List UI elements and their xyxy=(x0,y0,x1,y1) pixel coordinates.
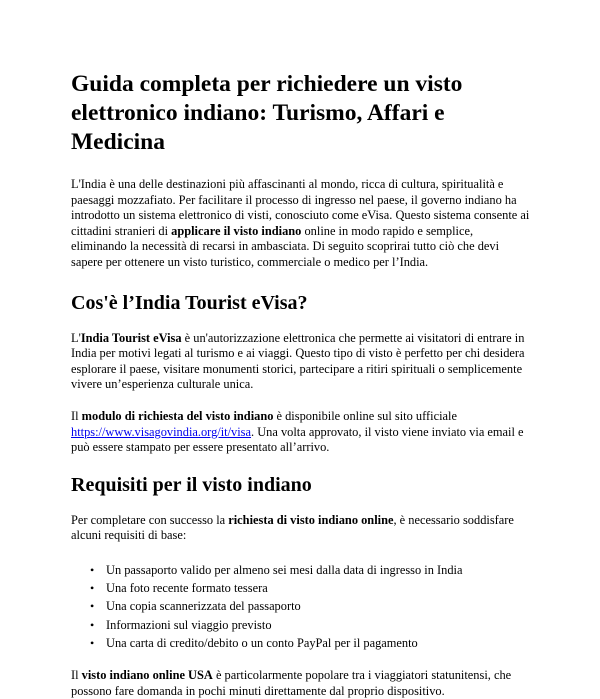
intro-text-2: online in modo rapido e semplice, eliminando la necessità di recarsi in ambasciata. Di seguito scoprirai tutto ciò che devi sapere per ottenere un visto turistico, commerciale o medico per l’India. xyxy=(71,223,500,269)
evisa-bold-1: India Tourist eVisa xyxy=(80,330,182,345)
modulo-text-3: . Una volta approvato, il visto viene inviato via email e può essere stampato per essere presentato all’arrivo. xyxy=(71,424,524,455)
official-site-link[interactable]: https://www.visagovindia.org/it/visa xyxy=(71,424,252,439)
usa-text-2: è particolarmente popolare tra i viaggiatori statunitensi, che possono fare domanda in pochi minuti direttamente dal proprio dispositivo. xyxy=(71,667,512,698)
req-bold-1: richiesta di visto indiano online xyxy=(228,512,394,527)
requirements-intro-paragraph xyxy=(71,513,531,544)
list-item: • Un passaporto valido per almeno sei mesi dalla data di ingresso in India xyxy=(106,561,531,579)
list-item: • Una copia scannerizzata del passaporto xyxy=(106,597,531,615)
evisa-text-1: L' xyxy=(71,330,81,345)
evisa-paragraph xyxy=(71,331,531,393)
document-page xyxy=(71,70,531,699)
modulo-text-1: Il xyxy=(71,408,82,423)
list-item: • Informazioni sul viaggio previsto xyxy=(106,616,531,634)
requirements-list xyxy=(71,561,531,652)
usa-text-1: Il xyxy=(71,667,82,682)
section-heading-requirements: Requisiti per il visto indiano xyxy=(71,473,312,496)
intro-paragraph xyxy=(71,177,531,271)
usa-paragraph xyxy=(71,668,531,699)
req-text-2: , è necessario soddisfare alcuni requisiti di base: xyxy=(71,512,514,543)
section-heading-evisa: Cos'è l’India Tourist eVisa? xyxy=(71,291,308,314)
modulo-text-2: è disponibile online sul sito ufficiale xyxy=(273,408,457,423)
modulo-bold-1: modulo di richiesta del visto indiano xyxy=(81,408,274,423)
list-item: • Una foto recente formato tessera xyxy=(106,579,531,597)
list-item: • Una carta di credito/debito o un conto PayPal per il pagamento xyxy=(106,634,531,652)
page-title: Guida completa per richiedere un visto elettronico indiano: Turismo, Affari e Medicina xyxy=(71,71,463,155)
intro-text-1: L'India è una delle destinazioni più affascinanti al mondo, ricca di cultura, spiritualità e paesaggi mozzafiato. Per facilitare il processo di ingresso nel paese, il governo indiano ha introdotto un sistema elettronico di visti, conosciuto come eVisa. Questo sistema consente ai cittadini stranieri di xyxy=(71,177,530,238)
modulo-paragraph xyxy=(71,409,531,456)
req-text-1: Per completare con successo la xyxy=(71,512,229,527)
intro-bold-1: applicare il visto indiano xyxy=(171,223,302,238)
usa-bold-1: visto indiano online USA xyxy=(81,667,213,682)
evisa-text-2: è un'autorizzazione elettronica che permette ai visitatori di entrare in India per motivi legati al turismo e ai viaggi. Questo tipo di visto è perfetto per chi desidera esplorare il paese, visitare monumenti storici, partecipare a ritiri spirituali o semplicemente vivere un’esperienza culturale unica. xyxy=(71,330,525,392)
